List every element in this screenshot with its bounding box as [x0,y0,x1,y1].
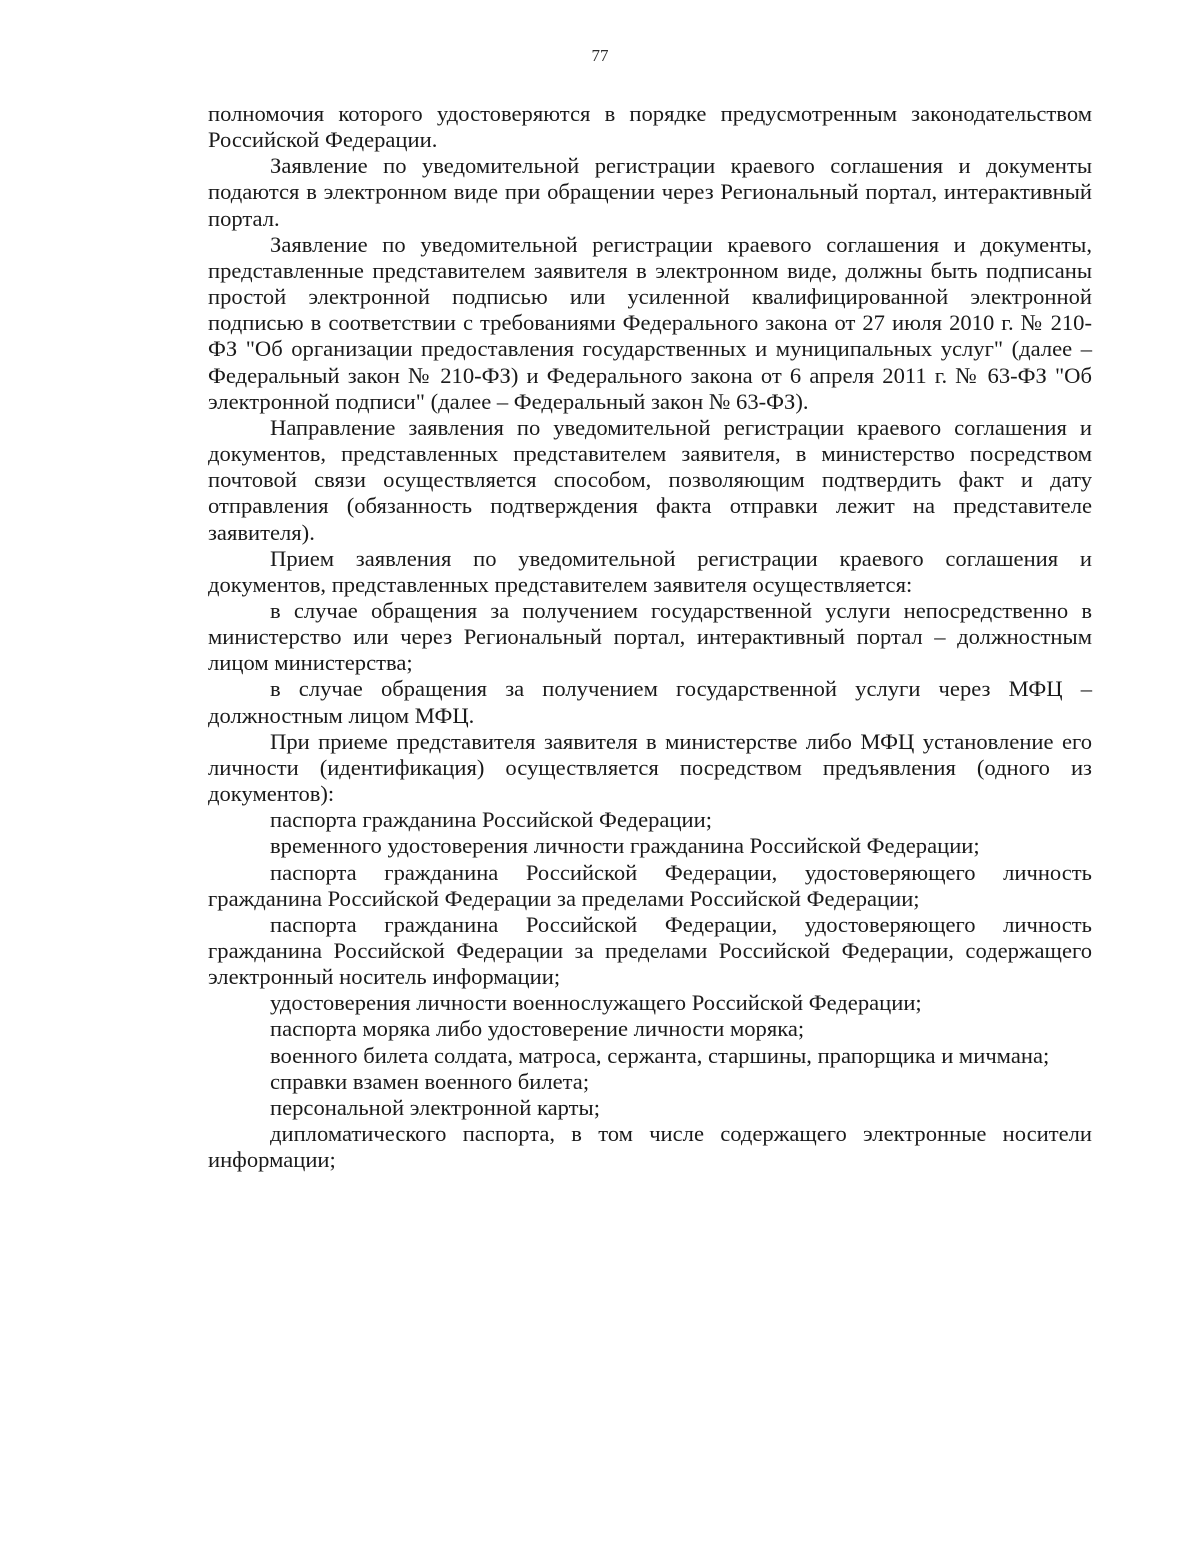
list-item-military-id: удостоверения личности военнослужащего Российской Федерации; [270,990,922,1016]
list-item-passport: паспорта гражданина Российской Федерации; [270,807,713,833]
page-number: 77 [591,46,609,65]
paragraph-mfc-reception: в случае обращения за получением государственной услуги через МФЦ – должностным лицом МФЦ. [208,676,1092,728]
paragraph-electronic-signature: Заявление по уведомительной регистрации краевого соглашения и документы, представленные представителем заявителя в электронном виде, должны быть подписаны простой электронной подписью или усиленной квалифицированной электронной подписью в соответствии с требованиями Федерального закона от 27 июля 2010 г. № 210-ФЗ "Об организации предоставления государственных и муниципальных услуг" (далее – Федеральный закон № 210-ФЗ) и Федерального закона от 6 апреля 2011 г. № 63-ФЗ "Об электронной подписи" (далее – Федеральный закон № 63-ФЗ). [208,231,1092,414]
paragraph-reception: Прием заявления по уведомительной регистрации краевого соглашения и документов, представленных представителем заявителя осуществляется: [208,545,1092,597]
document-body [208,101,1092,1173]
list-item-military-certificate: справки взамен военного билета; [270,1068,590,1094]
paragraph-ministry-reception: в случае обращения за получением государственной услуги непосредственно в министерство или через Региональный портал, интерактивный портал – должностным лицом министерства; [208,597,1092,676]
list-item-electronic-foreign-passport: паспорта гражданина Российской Федерации, удостоверяющего личность гражданина Российской Федерации за пределами Российской Федерации, содержащего электронный носитель информации; [208,911,1092,990]
paragraph-identification: При приеме представителя заявителя в министерстве либо МФЦ установление его личности (идентификация) осуществляется посредством предъявления (одного из документов): [208,728,1092,807]
paragraph-postal-delivery: Направление заявления по уведомительной регистрации краевого соглашения и документов, представленных представителем заявителя, в министерство посредством почтовой связи осуществляется способом, позволяющим подтвердить факт и дату отправления (обязанность подтверждения факта отправки лежит на представителе заявителя). [208,414,1092,545]
list-item-military-ticket: военного билета солдата, матроса, сержанта, старшины, прапорщика и мичмана; [270,1042,1050,1068]
list-item-seaman-passport: паспорта моряка либо удостоверение личности моряка; [270,1016,805,1042]
list-item-diplomatic-passport: дипломатического паспорта, в том числе содержащего электронные носители информации; [208,1121,1092,1173]
list-item-personal-card: персональной электронной карты; [270,1094,600,1120]
list-item-foreign-passport: паспорта гражданина Российской Федерации, удостоверяющего личность гражданина Российской Федерации за пределами Российской Федерации; [208,859,1092,911]
paragraph-electronic-submission: Заявление по уведомительной регистрации краевого соглашения и документы подаются в электронном виде при обращении через Региональный портал, интерактивный портал. [208,153,1092,231]
paragraph-continuation: полномочия которого удостоверяются в порядке предусмотренным законодательством Российской Федерации. [208,101,1092,153]
list-item-temporary-id: временного удостоверения личности гражданина Российской Федерации; [270,833,980,859]
